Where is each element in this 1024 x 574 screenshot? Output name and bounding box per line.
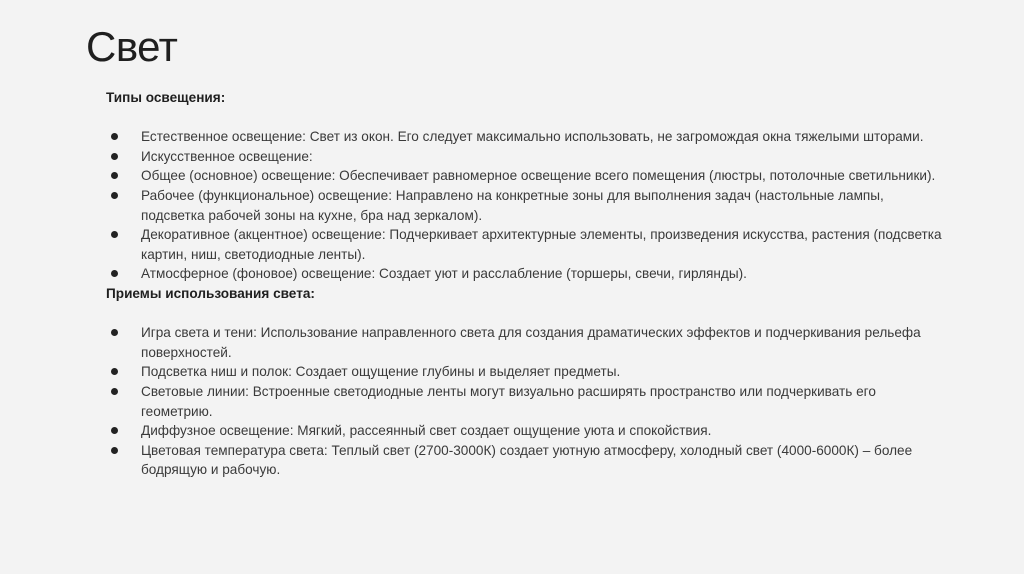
bullet-icon <box>111 172 118 179</box>
slide-content <box>106 88 946 480</box>
bullet-icon <box>111 388 118 395</box>
list-item <box>106 323 946 362</box>
bullet-icon <box>111 329 118 336</box>
bullet-icon <box>111 192 118 199</box>
section-heading-lighting-techniques: Приемы использования света: <box>106 285 315 301</box>
list-item <box>106 264 946 284</box>
list-item <box>106 166 946 186</box>
list-item <box>106 147 946 167</box>
list-item <box>106 441 946 480</box>
list-item <box>106 127 946 147</box>
lighting-types-list <box>106 127 946 284</box>
list-item-text: Атмосферное (фоновое) освещение: Создает уют и расслабление (торшеры, свечи, гирлянды). <box>141 266 747 282</box>
bullet-icon <box>111 270 118 277</box>
list-item-text: Общее (основное) освещение: Обеспечивает равномерное освещение всего помещения (люстры, потолочные светильники). <box>141 168 936 184</box>
list-item-text: Световые линии: Встроенные светодиодные ленты могут визуально расширять пространство или подчеркивать его геометрию. <box>141 383 876 419</box>
list-item-text: Игра света и тени: Использование направленного света для создания драматических эффектов и подчеркивания рельефа поверхностей. <box>141 325 921 360</box>
list-item <box>106 186 946 225</box>
list-item <box>106 382 946 421</box>
bullet-icon <box>111 368 118 375</box>
list-item <box>106 225 946 264</box>
list-item-text: Искусственное освещение: <box>141 148 313 164</box>
list-item-text: Рабочее (функциональное) освещение: Направлено на конкретные зоны для выполнения задач (настольные лампы, подсветка рабочей зоны на кухне, бра над зеркалом). <box>141 187 884 223</box>
slide-title: Свет <box>86 23 178 70</box>
list-item-text: Декоративное (акцентное) освещение: Подчеркивает архитектурные элементы, произведения искусства, растения (подсветка картин, ниш, светодиодные ленты). <box>141 227 942 262</box>
bullet-icon <box>111 231 118 238</box>
list-item <box>106 421 946 441</box>
list-item-text: Диффузное освещение: Мягкий, рассеянный свет создает ощущение уюта и спокойствия. <box>141 423 712 439</box>
section-heading-lighting-types: Типы освещения: <box>106 90 226 105</box>
lighting-techniques-list <box>106 323 946 480</box>
bullet-icon <box>111 447 118 454</box>
list-item-text: Цветовая температура света: Теплый свет (2700-3000К) создает уютную атмосферу, холодный свет (4000-6000К) – более бодрящую и рабочую. <box>141 442 913 478</box>
list-item <box>106 362 946 382</box>
bullet-icon <box>111 153 118 160</box>
bullet-icon <box>111 133 118 140</box>
list-item-text: Естественное освещение: Свет из окон. Его следует максимально использовать, не загромождая окна тяжелыми шторами. <box>141 129 924 145</box>
list-item-text: Подсветка ниш и полок: Создает ощущение глубины и выделяет предметы. <box>141 364 621 380</box>
bullet-icon <box>111 427 118 434</box>
